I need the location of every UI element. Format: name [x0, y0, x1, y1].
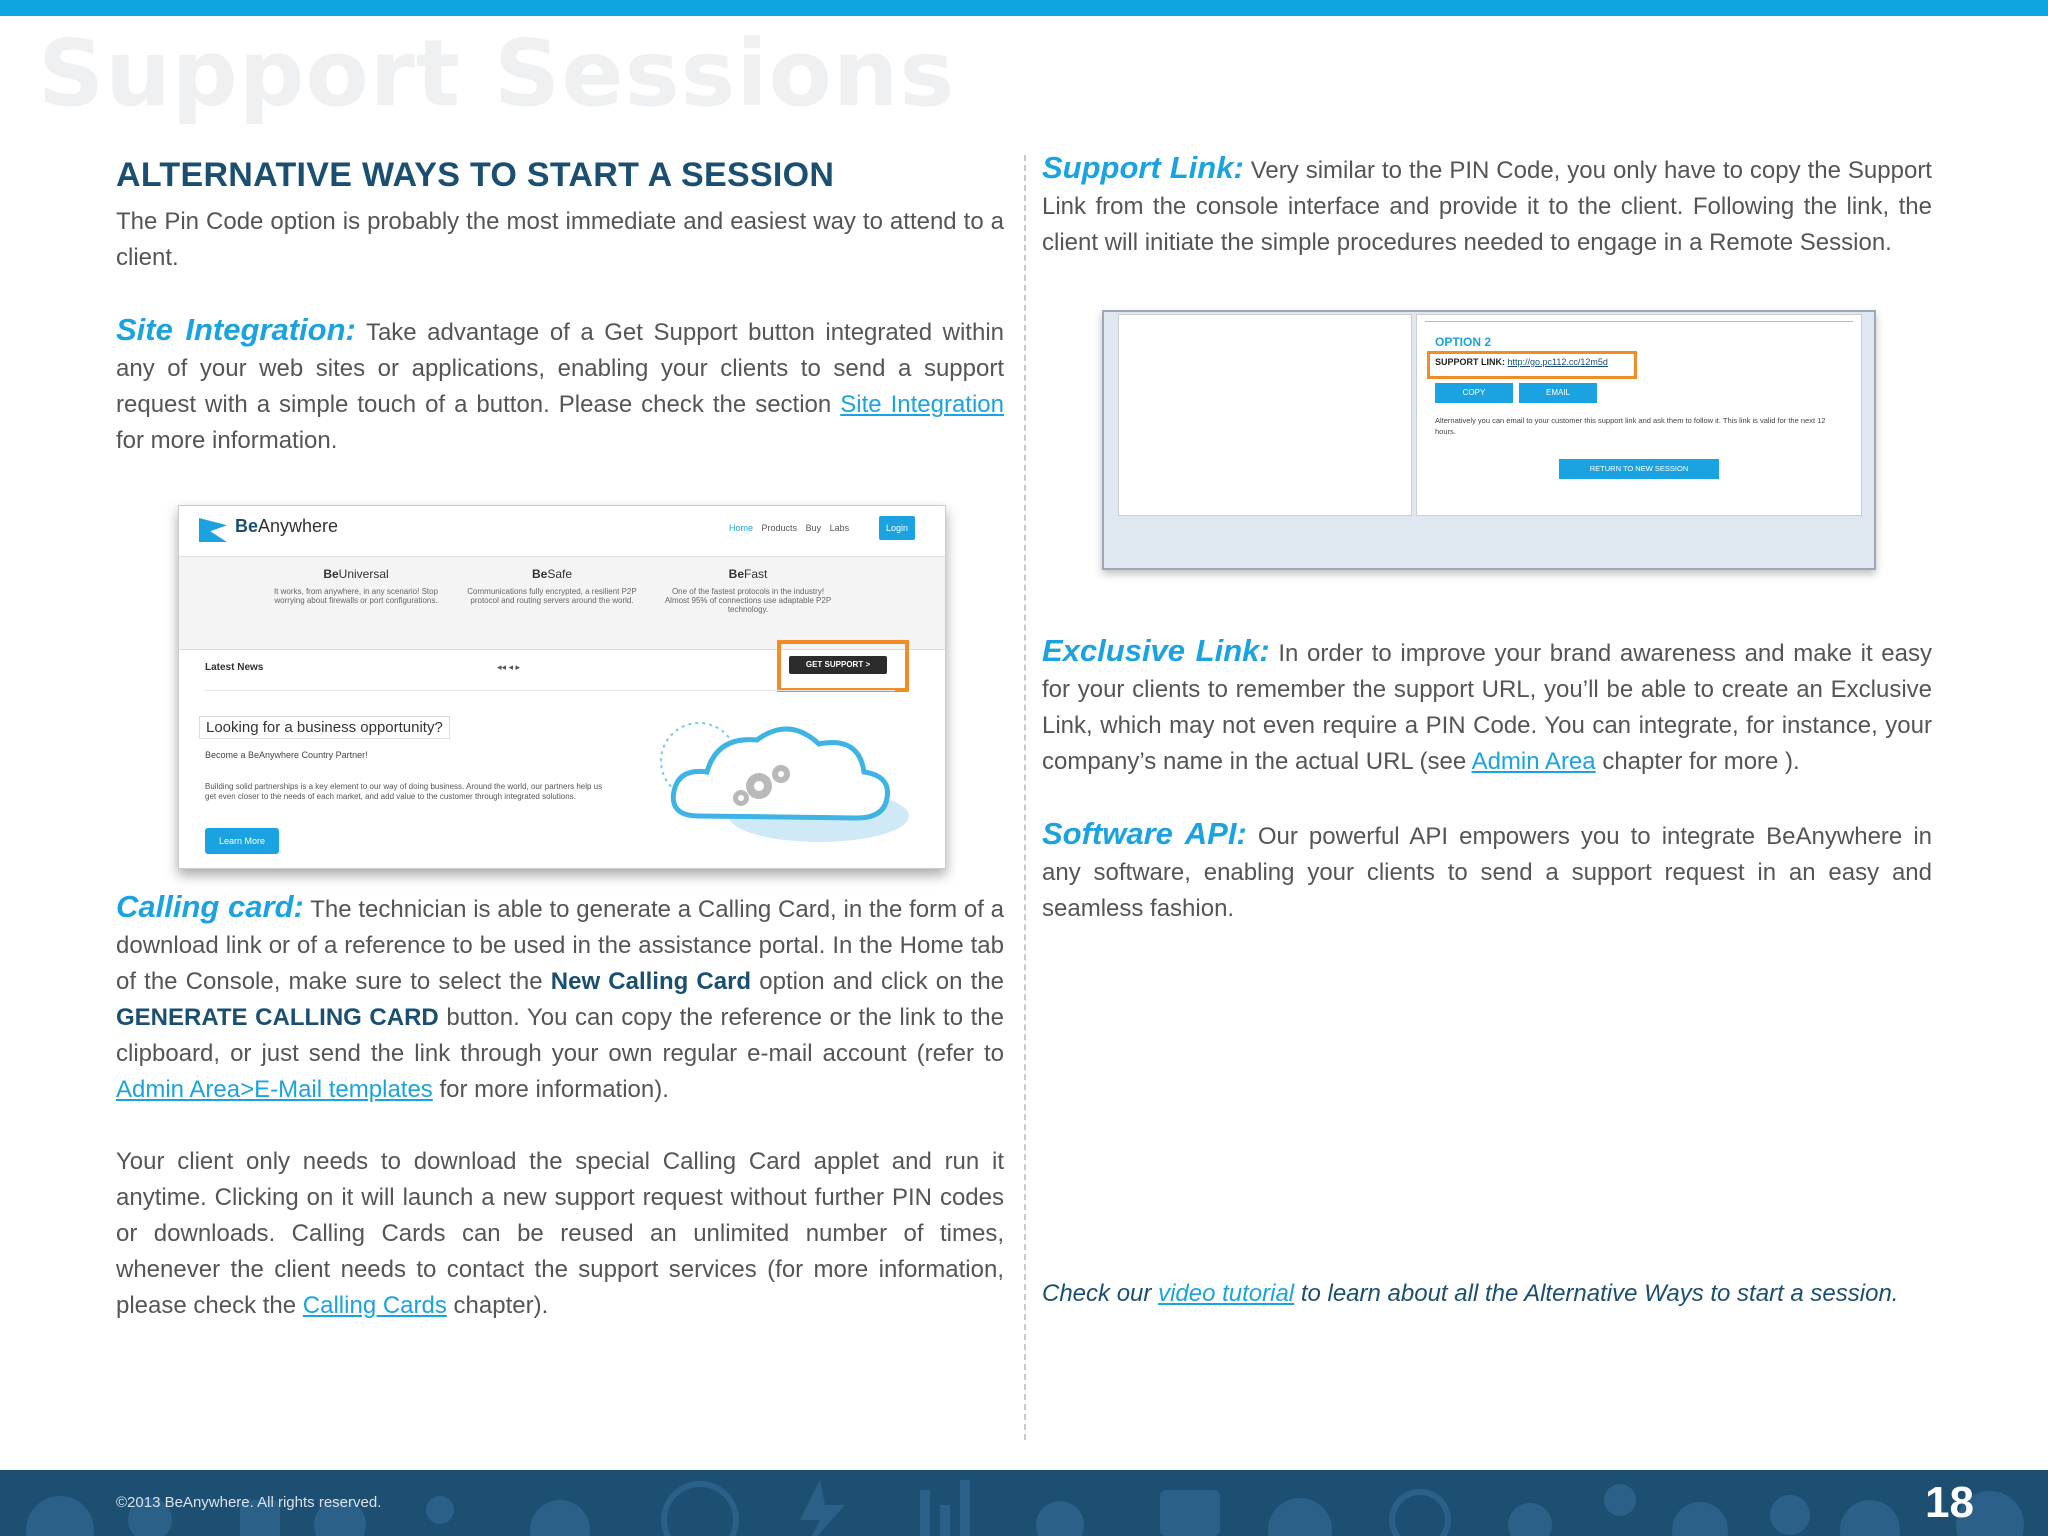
top-accent-bar: [0, 0, 2048, 16]
console-left-panel: [1118, 314, 1412, 516]
tutorial-note: [1042, 1276, 1942, 1312]
exclusive-link-paragraph: [1042, 633, 1932, 780]
software-api-paragraph: [1042, 816, 1932, 927]
business-question: Looking for a business opportunity?: [199, 716, 450, 739]
latest-news-label: Latest News: [205, 662, 264, 673]
site-integration-link[interactable]: Site Integration: [840, 391, 1005, 418]
calling-card-text-1: The technician is able to generate a Calling Card, in the form of a download link or of a reference to be used in the assistance portal. In the Home tab of the Console, make sure to select the: [116, 896, 1005, 995]
features-band: [179, 557, 945, 650]
page-number: 18: [1925, 1478, 1974, 1527]
site-integration-text: Take advantage of a Get Support button integrated within any of your web sites or applications, enabling your clients to send a support request with a simple touch of a button. Please check the section: [116, 319, 1005, 418]
calling-card-text-3: button. You can copy the reference or the link to the clipboard, or just send the link through your own regular e-mail account (refer to: [116, 1004, 1005, 1067]
tutorial-text: Check our: [1042, 1280, 1152, 1307]
return-to-new-session-button[interactable]: RETURN TO NEW SESSION: [1559, 459, 1719, 479]
feature-safe: BeSafe Communications fully encrypted, a resilient P2P protocol and routing servers around the world.: [467, 567, 637, 605]
support-link-field: SUPPORT LINK: http://go.pc112.cc/12m5d: [1435, 357, 1608, 367]
feature-fast: BeFast One of the fastest protocols in the industry! Almost 95% of connections use adaptable P2P technology.: [664, 567, 832, 614]
cloud-gears-icon: [629, 706, 919, 846]
column-divider: [1024, 155, 1026, 1440]
support-link-highlight: [1427, 351, 1637, 379]
console-right-panel: [1416, 314, 1862, 516]
site-integration-lead: Site Integration:: [116, 312, 356, 347]
calling-card-text-4: for more information).: [439, 1076, 669, 1103]
menu-products[interactable]: Products: [761, 523, 798, 533]
section-title: Support Sessions: [38, 20, 956, 127]
calling-cards-link[interactable]: Calling Cards: [302, 1292, 447, 1319]
tutorial-text-end: to learn about all the Alternative Ways to start a session.: [1300, 1280, 1899, 1307]
exclusive-link-text-end: chapter for more ).: [1602, 748, 1800, 775]
learn-more-button[interactable]: Learn More: [205, 828, 279, 854]
video-tutorial-link[interactable]: video tutorial: [1158, 1280, 1295, 1307]
footer: [0, 1470, 2048, 1536]
exclusive-link-text: In order to improve your brand awareness and make it easy for your clients to remember the support URL, you’ll be able to create an Exclusive Link, which may not even require a PIN Code. You can integrate, for instance, your company’s name in the actual URL (see: [1042, 640, 1932, 775]
exclusive-link-lead: Exclusive Link:: [1042, 633, 1270, 668]
calling-card-lead: Calling card:: [116, 889, 304, 924]
support-link-lead: Support Link:: [1042, 150, 1244, 185]
support-link-paragraph: [1042, 150, 1932, 261]
partner-body: Building solid partnerships is a key element to our way of doing business. Around the world, our partners help us get even closer to the needs of each market, and add value to the customer through integrated solutions.: [205, 782, 603, 801]
software-api-lead: Software API:: [1042, 816, 1247, 851]
support-link-note: Alternatively you can email to your customer this support link and ask them to follow it. This link is valid for the next 12 hours.: [1435, 416, 1826, 436]
page-heading: ALTERNATIVE WAYS TO START A SESSION: [116, 156, 835, 194]
copy-button[interactable]: COPY: [1435, 383, 1513, 403]
partner-subtitle: Become a BeAnywhere Country Partner!: [205, 750, 368, 760]
option-label: OPTION 2: [1435, 335, 1492, 349]
beanywhere-logo-icon: [199, 518, 227, 542]
website-logo: BeAnywhere: [235, 516, 339, 536]
website-navbar: [179, 506, 945, 557]
login-button[interactable]: Login: [879, 516, 915, 540]
console-screenshot: [1102, 310, 1876, 570]
website-menu: [729, 523, 849, 533]
website-divider: [205, 690, 895, 691]
support-link-url[interactable]: http://go.pc112.cc/12m5d: [1507, 357, 1608, 367]
calling-card-paragraph: [116, 889, 1004, 1108]
email-button[interactable]: EMAIL: [1519, 383, 1597, 403]
support-link-text: Very similar to the PIN Code, you only have to copy the Support Link from the console interface and provide it to the client. Following the link, the client will initiate the simple procedures needed to engage in a Remote Session.: [1042, 157, 1932, 256]
generate-calling-card-label: GENERATE CALLING CARD: [116, 1004, 439, 1031]
copyright: ©2013 BeAnywhere. All rights reserved.: [116, 1494, 382, 1511]
client-paragraph: [116, 1144, 1004, 1324]
admin-area-link[interactable]: Admin Area: [1471, 748, 1596, 775]
client-text-end: chapter).: [453, 1292, 549, 1319]
menu-buy[interactable]: Buy: [805, 523, 822, 533]
software-api-text: Our powerful API empowers you to integrate BeAnywhere in any software, enabling your clients to send a support request in an easy and seamless fashion.: [1042, 823, 1932, 922]
get-support-button[interactable]: GET SUPPORT >: [789, 656, 887, 674]
menu-home[interactable]: Home: [729, 523, 754, 533]
new-calling-card-label: New Calling Card: [550, 968, 752, 995]
site-integration-text-end: for more information.: [116, 427, 338, 454]
news-controls[interactable]: ◂◂ ◂ ▸: [497, 662, 521, 672]
client-text: Your client only needs to download the special Calling Card applet and run it anytime. Clicking on it will launch a new support request without further PIN codes or downloads. Calling Cards can be reused an unlimited number of times, whenever the client needs to contact the support services (for more information, please check the: [116, 1148, 1004, 1319]
intro-paragraph: The Pin Code option is probably the most immediate and easiest way to attend to a client.: [116, 208, 1004, 271]
email-templates-link[interactable]: Admin Area>E-Mail templates: [116, 1076, 433, 1103]
get-support-highlight: [777, 640, 909, 692]
menu-labs[interactable]: Labs: [829, 523, 850, 533]
feature-universal: BeUniversal It works, from anywhere, in any scenario! Stop worrying about firewalls or port configurations.: [273, 567, 439, 605]
calling-card-text-2: option and click on the: [759, 968, 1005, 995]
website-screenshot: [178, 505, 946, 869]
site-integration-paragraph: [116, 312, 1004, 459]
